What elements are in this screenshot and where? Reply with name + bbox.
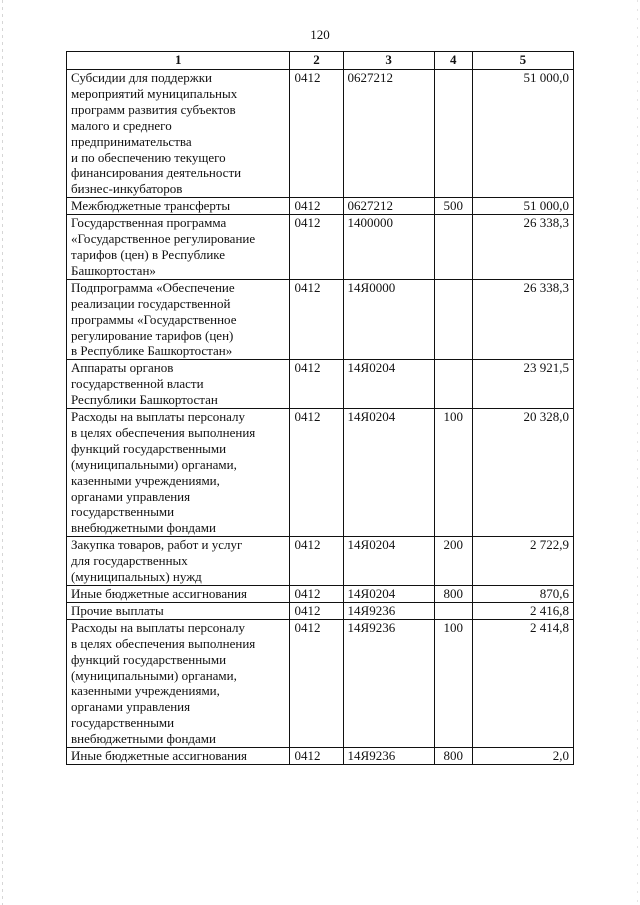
table-row <box>67 198 574 215</box>
table-row <box>67 70 574 198</box>
row-amount: 20 328,0 <box>472 409 573 537</box>
table-row <box>67 215 574 280</box>
row-expense-type <box>434 602 472 619</box>
row-name: Расходы на выплаты персоналу в целях обеспечения выполнения функций государственными (муниципальными) органами, казенными учреждениями, органами управления государственными внебюджетными фондами <box>67 409 290 537</box>
page-number: 120 <box>310 27 330 42</box>
row-section-code: 0412 <box>290 198 343 215</box>
scan-edge-left <box>2 0 3 905</box>
header-col-4: 4 <box>434 52 472 70</box>
row-program-code: 1400000 <box>343 215 434 280</box>
row-expense-type <box>434 279 472 360</box>
table-row <box>67 279 574 360</box>
row-expense-type: 800 <box>434 748 472 765</box>
header-col-1: 1 <box>67 52 290 70</box>
table-row <box>67 586 574 603</box>
row-program-code: 14Я9236 <box>343 748 434 765</box>
row-program-code: 14Я0204 <box>343 360 434 409</box>
row-amount: 2,0 <box>472 748 573 765</box>
table-row <box>67 748 574 765</box>
row-section-code: 0412 <box>290 409 343 537</box>
table-row <box>67 360 574 409</box>
row-program-code: 0627212 <box>343 198 434 215</box>
row-expense-type: 200 <box>434 537 472 586</box>
row-expense-type <box>434 70 472 198</box>
row-section-code: 0412 <box>290 586 343 603</box>
row-program-code: 14Я0204 <box>343 537 434 586</box>
header-col-5: 5 <box>472 52 573 70</box>
row-expense-type: 800 <box>434 586 472 603</box>
row-section-code: 0412 <box>290 619 343 747</box>
table-row <box>67 409 574 537</box>
row-section-code: 0412 <box>290 537 343 586</box>
row-name: Государственная программа «Государственное регулирование тарифов (цен) в Республике Башкортостан» <box>67 215 290 280</box>
row-name: Прочие выплаты <box>67 602 290 619</box>
row-amount: 23 921,5 <box>472 360 573 409</box>
table-row <box>67 537 574 586</box>
row-program-code: 14Я0000 <box>343 279 434 360</box>
row-amount: 51 000,0 <box>472 198 573 215</box>
row-section-code: 0412 <box>290 279 343 360</box>
row-amount: 870,6 <box>472 586 573 603</box>
row-amount: 26 338,3 <box>472 279 573 360</box>
row-name: Аппараты органов государственной власти Республики Башкортостан <box>67 360 290 409</box>
row-name: Закупка товаров, работ и услуг для государственных (муниципальных) нужд <box>67 537 290 586</box>
table-row <box>67 619 574 747</box>
row-amount: 2 416,8 <box>472 602 573 619</box>
scan-edge-right <box>637 0 638 905</box>
row-section-code: 0412 <box>290 215 343 280</box>
row-program-code: 14Я9236 <box>343 619 434 747</box>
row-name: Межбюджетные трансферты <box>67 198 290 215</box>
row-expense-type <box>434 215 472 280</box>
row-name: Подпрограмма «Обеспечение реализации государственной программы «Государственное регулирование тарифов (цен) в Республике Башкортостан» <box>67 279 290 360</box>
row-section-code: 0412 <box>290 70 343 198</box>
row-name: Расходы на выплаты персоналу в целях обеспечения выполнения функций государственными (муниципальными) органами, казенными учреждениями, органами управления государственными внебюджетными фондами <box>67 619 290 747</box>
table-row <box>67 602 574 619</box>
row-program-code: 14Я0204 <box>343 409 434 537</box>
header-col-2: 2 <box>290 52 343 70</box>
row-amount: 2 722,9 <box>472 537 573 586</box>
row-program-code: 14Я0204 <box>343 586 434 603</box>
row-section-code: 0412 <box>290 360 343 409</box>
row-section-code: 0412 <box>290 748 343 765</box>
row-name: Субсидии для поддержки мероприятий муниципальных программ развития субъектов малого и среднего предпринимательства и по обеспечению текущего финансирования деятельности бизнес-инкубаторов <box>67 70 290 198</box>
row-name: Иные бюджетные ассигнования <box>67 748 290 765</box>
budget-table <box>66 51 574 765</box>
header-row <box>67 52 574 70</box>
row-expense-type <box>434 360 472 409</box>
row-section-code: 0412 <box>290 602 343 619</box>
row-amount: 26 338,3 <box>472 215 573 280</box>
row-program-code: 0627212 <box>343 70 434 198</box>
header-col-3: 3 <box>343 52 434 70</box>
row-name: Иные бюджетные ассигнования <box>67 586 290 603</box>
row-amount: 2 414,8 <box>472 619 573 747</box>
row-expense-type: 100 <box>434 619 472 747</box>
row-program-code: 14Я9236 <box>343 602 434 619</box>
row-expense-type: 500 <box>434 198 472 215</box>
row-amount: 51 000,0 <box>472 70 573 198</box>
row-expense-type: 100 <box>434 409 472 537</box>
